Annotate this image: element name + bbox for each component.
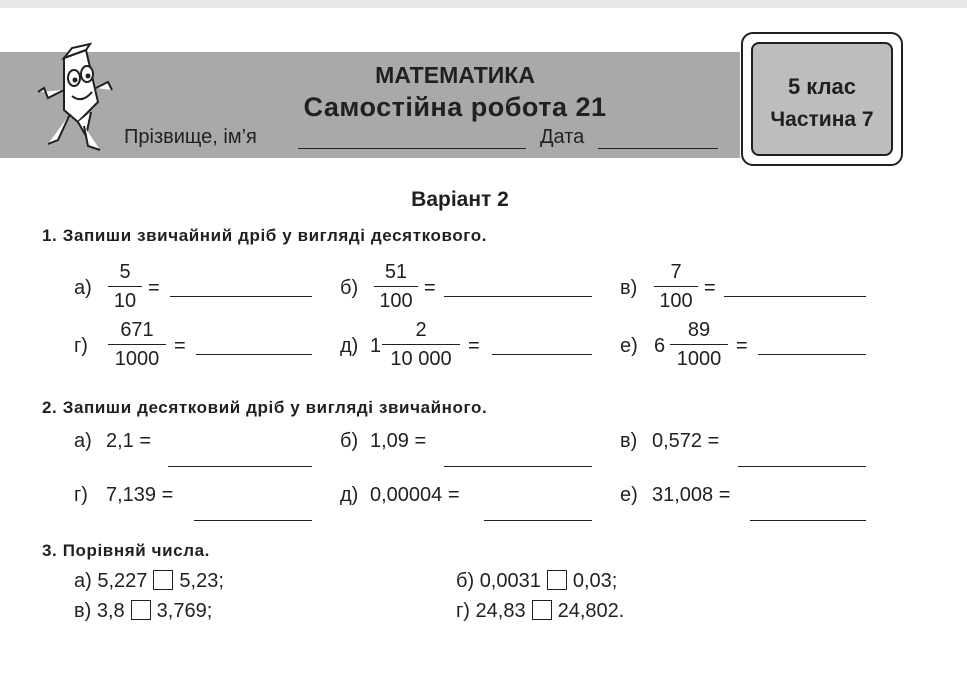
pencil-mascot-icon — [34, 40, 114, 160]
date-line[interactable] — [598, 148, 718, 149]
denominator: 100 — [659, 290, 693, 312]
fraction — [108, 318, 166, 371]
task1-label-d: д) — [340, 335, 359, 357]
compare-box[interactable] — [153, 570, 173, 590]
task3-title: 3. Порівняй числа. — [42, 541, 210, 560]
subject-title: МАТЕМАТИКА — [375, 62, 535, 88]
compare-right: 0,03; — [572, 570, 618, 592]
compare-label: а) — [74, 570, 92, 592]
answer-line[interactable] — [738, 466, 866, 467]
compare-right: 3,769; — [156, 600, 213, 622]
answer-line[interactable] — [444, 296, 592, 297]
answer-line[interactable] — [170, 296, 312, 297]
denominator: 100 — [379, 290, 413, 312]
grade-text: 5 клас — [787, 74, 857, 99]
denominator: 1000 — [114, 348, 160, 370]
fraction — [382, 318, 460, 371]
fraction-bar — [374, 286, 418, 287]
grade-badge — [741, 32, 903, 166]
compare-left: 24,83 — [475, 600, 526, 622]
compare-label: б) — [456, 570, 475, 592]
denominator: 10 000 — [390, 348, 452, 370]
equals-sign: = — [468, 335, 480, 357]
numerator: 671 — [120, 319, 154, 341]
part-text: Частина 7 — [770, 108, 874, 131]
fraction-bar — [670, 344, 728, 345]
task2-expr-a: 2,1 = — [106, 430, 152, 452]
fraction — [654, 260, 698, 313]
task2-expr-g: 7,139 = — [106, 484, 174, 506]
grade-badge-inner — [751, 42, 893, 156]
task2-expr-v: 0,572 = — [652, 430, 720, 452]
equals-sign: = — [736, 335, 748, 357]
top-strip — [0, 0, 967, 8]
numerator: 7 — [670, 261, 682, 283]
equals-sign: = — [704, 277, 716, 299]
task2-label-a: а) — [74, 430, 92, 452]
fraction — [670, 318, 728, 371]
task2-label-g: г) — [74, 484, 88, 506]
name-label: Прізвище, ім’я — [124, 126, 257, 148]
fraction-bar — [654, 286, 698, 287]
task2-title: 2. Запиши десятковий дріб у вигляді звичайного. — [42, 398, 488, 417]
task2-label-b: б) — [340, 430, 359, 452]
task2-expr-b: 1,09 = — [370, 430, 427, 452]
task1-label-b: б) — [340, 277, 359, 299]
answer-line[interactable] — [444, 466, 592, 467]
name-line[interactable] — [298, 148, 526, 149]
variant-title: Варіант 2 — [411, 188, 509, 211]
compare-left: 3,8 — [96, 600, 125, 622]
task2-label-v: в) — [620, 430, 638, 452]
compare-item-g — [456, 600, 624, 623]
answer-line[interactable] — [484, 520, 592, 521]
compare-item-b — [456, 570, 617, 593]
denominator: 1000 — [676, 348, 722, 370]
numerator: 2 — [415, 319, 427, 341]
task2-expr-e: 31,008 = — [652, 484, 731, 506]
task1-label-v: в) — [620, 277, 638, 299]
compare-box[interactable] — [547, 570, 567, 590]
date-label: Дата — [540, 126, 585, 148]
task1-title: 1. Запиши звичайний дріб у вигляді десяткового. — [42, 226, 488, 245]
compare-right: 5,23; — [179, 570, 224, 592]
whole-part: 6 — [654, 335, 666, 357]
answer-line[interactable] — [750, 520, 866, 521]
compare-right: 24,802. — [557, 600, 625, 622]
answer-line[interactable] — [168, 466, 312, 467]
task1-label-a: а) — [74, 277, 92, 299]
task2-expr-d: 0,00004 = — [370, 484, 460, 506]
equals-sign: = — [174, 335, 186, 357]
compare-left: 5,227 — [97, 570, 148, 592]
work-title: Самостійна робота 21 — [303, 92, 607, 122]
fraction — [374, 260, 418, 313]
answer-line[interactable] — [758, 354, 866, 355]
compare-box[interactable] — [131, 600, 151, 620]
fraction-bar — [108, 344, 166, 345]
equals-sign: = — [424, 277, 436, 299]
fraction-bar — [108, 286, 142, 287]
task1-label-e: е) — [620, 335, 638, 357]
numerator: 89 — [687, 319, 711, 341]
equals-sign: = — [148, 277, 160, 299]
whole-part: 1 — [370, 335, 382, 357]
compare-label: в) — [74, 600, 92, 622]
answer-line[interactable] — [196, 354, 312, 355]
denominator: 10 — [113, 290, 137, 312]
task1-label-g: г) — [74, 335, 88, 357]
answer-line[interactable] — [194, 520, 312, 521]
task2-label-d: д) — [340, 484, 359, 506]
compare-item-a — [74, 570, 224, 593]
compare-left: 0,0031 — [479, 570, 541, 592]
answer-line[interactable] — [492, 354, 592, 355]
task2-label-e: е) — [620, 484, 638, 506]
numerator: 5 — [119, 261, 131, 283]
compare-box[interactable] — [532, 600, 552, 620]
fraction-bar — [382, 344, 460, 345]
compare-item-v — [74, 600, 212, 623]
numerator: 51 — [384, 261, 408, 283]
answer-line[interactable] — [724, 296, 866, 297]
fraction — [108, 260, 142, 313]
compare-label: г) — [456, 600, 470, 622]
